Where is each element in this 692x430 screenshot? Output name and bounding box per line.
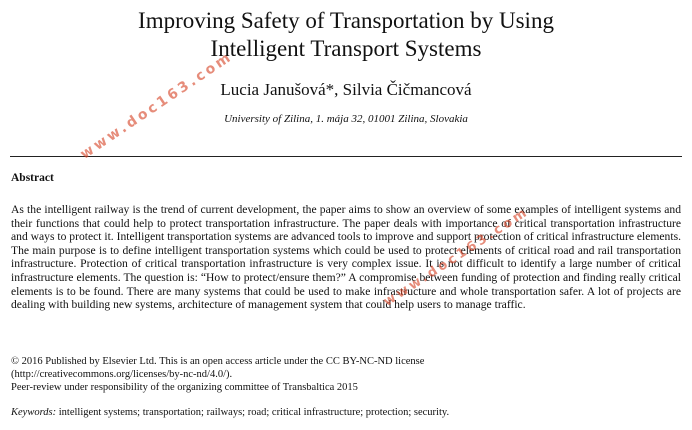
keywords-text: intelligent systems; transportation; railways; road; critical infrastructure; protection; security. [58, 407, 450, 418]
abstract-heading: Abstract [11, 172, 54, 184]
section-divider [10, 156, 682, 157]
license-link[interactable]: (http://creativecommons.org/licenses/by-nc-nd/4.0/). [11, 369, 233, 380]
watermark-text: www.doc163.com [380, 204, 532, 310]
paper-title [0, 7, 692, 63]
paper-affiliation: University of Zilina, 1. mája 32, 01001 Zilina, Slovakia [224, 113, 468, 125]
license-line-1: © 2016 Published by Elsevier Ltd. This is an open access article under the CC BY-NC-ND license [11, 356, 425, 367]
peer-review-note: Peer-review under responsibility of the organizing committee of Transbaltica 2015 [11, 382, 358, 393]
keywords-line [11, 406, 681, 419]
paper-authors: Lucia Janušová*, Silvia Čičmancová [220, 80, 472, 99]
license-block [11, 355, 681, 394]
keywords-label: Keywords: [11, 407, 57, 418]
paper-title-line-1: Improving Safety of Transportation by Using [138, 8, 554, 33]
paper-title-line-2: Intelligent Transport Systems [210, 36, 482, 61]
abstract-body: As the intelligent railway is the trend of current development, the paper aims to show an overview of some examples of intelligent systems and their functions that could help to protect transportation infrastructure. The paper deals with importance of critical transportation infrastructure and ways to protect it. Intelligent transportation systems are advanced tools to improve and support protection of critical infrastructure elements. The main purpose is to define intelligent transportation systems which could be used to protect elements of critical road and rail transportation infrastructure. Protection of critical transportation infrastructure is very complex issue. It is not difficult to identify a large number of critical infrastructure elements. The question is: “How to protect/ensure them?” A compromise between funding of protection and finding really critical elements is to be found. There are many systems that could be used to make infrastructure and whole transportation safer. A lot of projects are dealing with building new systems, architecture of management system that could help users to manage traffic. [11, 203, 681, 312]
watermark-text: www.doc163.com [77, 48, 236, 163]
